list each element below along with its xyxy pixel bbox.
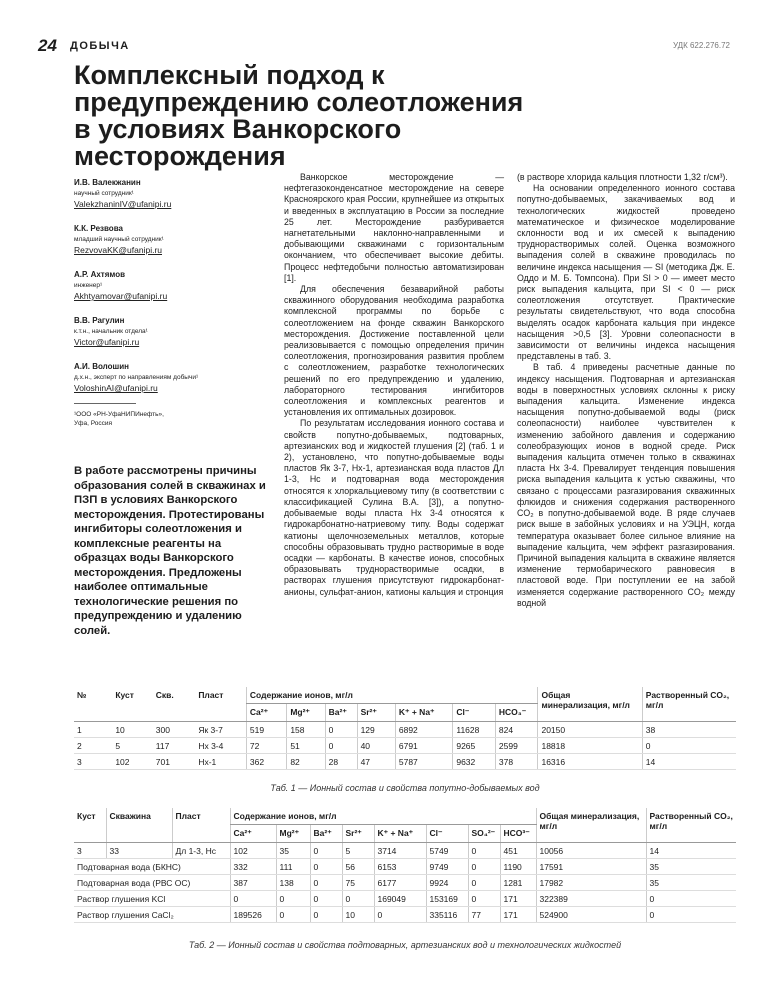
author-list — [74, 177, 264, 428]
abstract: В работе рассмотрены причины образования солей в скважинах и ПЗП в условиях Ванкорского месторождения. Протестированы ингибиторы солеотложения и комплексные реагенты на образцах воды Ванкорского месторождения. Предложены наиболее оптимальные технологические решения по предупреждению и удалению солей. — [74, 465, 266, 637]
col-header-ions: Содержание ионов, мг/л — [246, 687, 538, 704]
table-cell: 20150 — [538, 722, 642, 738]
table-cell: Раствор глушения KCl — [74, 891, 230, 907]
affiliation-org: ¹ООО «РН-УфаНИПИнефть», — [74, 411, 164, 418]
table-cell: 56 — [342, 859, 374, 875]
table-cell: 9749 — [426, 859, 468, 875]
table-row — [74, 891, 736, 907]
author-role: младший научный сотрудник¹ — [74, 236, 164, 243]
table-cell: 1190 — [500, 859, 536, 875]
author-email[interactable]: Victor@ufanipi.ru — [74, 337, 140, 347]
article-title: Комплексный подход к предупреждению солеотложения в условиях Ванкорского месторождения — [74, 60, 524, 171]
table-cell: 519 — [246, 722, 286, 738]
table-cell: 35 — [646, 859, 736, 875]
table-cell: 0 — [325, 738, 357, 754]
table-cell: 0 — [468, 859, 500, 875]
table-cell: Як 3-7 — [195, 722, 246, 738]
table-cell: Раствор глушения CaCl₂ — [74, 907, 230, 923]
table-cell: 77 — [468, 907, 500, 923]
table-cell: 35 — [646, 875, 736, 891]
table-cell: 0 — [310, 907, 342, 923]
col-header-co2: Растворенный CO₂, мг/л — [646, 808, 736, 843]
table-row — [74, 907, 736, 923]
table-cell: 171 — [500, 891, 536, 907]
ion-header: Sr²⁺ — [357, 704, 395, 722]
ion-header: Ca²⁺ — [230, 825, 276, 843]
table-cell: 6153 — [374, 859, 426, 875]
table-cell: 72 — [246, 738, 286, 754]
table-cell: 17591 — [536, 859, 646, 875]
table-cell: 0 — [310, 859, 342, 875]
paragraph: По результатам исследования ионного состава и свойств попутно-добываемых, подтоварных, артезианских вод и жидкостей глушения [2] (таб. 1 и 2), установлено, что попутно-добываемые воды пластов Як 3-7, Нх-1, артезианская вода пластов Дл 1-3, Нс и подтоварная вода месторождения относятся к хлоркальциевому типу (в соответствии с классификацией Сулина В.А. [3]), а попутно-добываемые воды пласта Нх 3-4 относятся к гидрокарбонатно-натриевому типу. Воды содержат катионы щелочноземельных металлов, которые способны образовывать трудно растворимые в воде осадки — карбонаты. В качестве ионов, способных образовывать труднорастворимые осадки, в растворах глушения присутствуют гидрокарбонат-анионы, сульфат-анион, катионы кальция и стронция — [284, 418, 504, 597]
table-cell: Нх-1 — [195, 754, 246, 770]
table-cell: 0 — [310, 843, 342, 859]
table-cell: 40 — [357, 738, 395, 754]
author-role: д.х.н., эксперт по направлениям добычи¹ — [74, 374, 199, 381]
table-cell: 82 — [287, 754, 325, 770]
table-cell: 332 — [230, 859, 276, 875]
col-header-kust: Куст — [74, 808, 106, 843]
table-cell: 17982 — [536, 875, 646, 891]
ion-header: Cl⁻ — [426, 825, 468, 843]
body-column-2 — [517, 172, 735, 609]
affiliation-divider — [74, 403, 136, 404]
table-row — [74, 859, 736, 875]
table-cell: 47 — [357, 754, 395, 770]
table-cell: 378 — [495, 754, 538, 770]
affiliation — [74, 410, 264, 428]
table-cell: 1281 — [500, 875, 536, 891]
col-header-co2: Растворенный CO₂, мг/л — [642, 687, 736, 722]
table1-caption: Таб. 1 — Ионный состав и свойства попутно-добываемых вод — [270, 783, 540, 793]
table-cell: 322389 — [536, 891, 646, 907]
author-name: К.К. Резвова — [74, 224, 123, 233]
table-cell: 5 — [342, 843, 374, 859]
paragraph: Ванкорское месторождение — нефтегазоконденсатное месторождение на севере Красноярского края России, крупнейшее из открытых и введенных в эксплуатацию в России за последние 25 лет. Месторождение разбуривается нагнетательными наклонно-направленными и добывающими скважинами с горизонтальным окончанием, что обеспечивает высокие дебиты. Процесс нефтедобычи полностью автоматизирован [1]. — [284, 172, 504, 283]
table-cell: 0 — [276, 907, 310, 923]
paragraph: В таб. 4 приведены расчетные данные по индексу насыщения. Подтоварная и артезианская воды в поверхностных условиях склонны к риску выпадения кальцита. Изменение индекса насыщения попутно-добываемой воды (риск солеопасности) наиболее чувствителен к изменению забойного давления и содержанию солеобразующих ионов в водной среде. Риск выпадения кальцита отмечен только в скважинах пласта Нх 3-4. Превалирует тенденция повышения риска выпадения кальцита к устью скважины, что связано с процессами разгазирования скважинных флюидов и снижения содержания растворенного CO₂ в попутно-добываемой воде. В ряде случаев риск выше в забойных условиях и на УЭЦН, когда температура оказывает более сильное влияние на выпадение кальцита, чем эффект разгазирования. Причиной выпадения кальцита в скважине является изменение термобарического равновесия в пластовой воде. При поступлении ее на забой изменяется содержание растворенного CO₂ между водной — [517, 362, 735, 608]
table-cell: 129 — [357, 722, 395, 738]
table-cell: Нх 3-4 — [195, 738, 246, 754]
ion-header: Mg²⁺ — [287, 704, 325, 722]
col-header-skv: Скважина — [106, 808, 172, 843]
author-block — [74, 269, 264, 302]
author-name: В.В. Рагулин — [74, 316, 125, 325]
table-cell: 6791 — [395, 738, 452, 754]
table-cell: 10056 — [536, 843, 646, 859]
ion-header: HCO³⁻ — [500, 825, 536, 843]
ion-header: Ba²⁺ — [325, 704, 357, 722]
table-other-water — [74, 808, 736, 923]
table-cell: 33 — [106, 843, 172, 859]
author-name: А.И. Волошин — [74, 362, 129, 371]
ion-header: HCO₃⁻ — [495, 704, 538, 722]
table-cell: 14 — [642, 754, 736, 770]
table-cell: 362 — [246, 754, 286, 770]
table-header-row — [74, 808, 736, 825]
author-email[interactable]: Akhtyamovar@ufanipi.ru — [74, 291, 168, 301]
paragraph: Для обеспечения безаварийной работы скважинного оборудования необходима разработка комплексной программы по борьбе с солеотложением на фонде скважин Ванкорского месторождения. Достижение поставленной цели реализовывается с помощью определения причин солеотложения, прогнозирования развития проблем с солеотложением, разработке технологических решений по его предупреждению и удалению, лабораторного тестирования ингибиторов солеотложения и комплексных реагентов и установления их оптимальных дозировок. — [284, 284, 504, 418]
affiliation-city: Уфа, Россия — [74, 420, 113, 427]
table-cell: 153169 — [426, 891, 468, 907]
table-cell: 111 — [276, 859, 310, 875]
ion-header: Ca²⁺ — [246, 704, 286, 722]
table-cell: 3 — [74, 754, 112, 770]
table-cell: 75 — [342, 875, 374, 891]
author-role: инженер¹ — [74, 282, 103, 289]
col-header-skv: Скв. — [153, 687, 196, 722]
table-cell: 14 — [646, 843, 736, 859]
col-header-plast: Пласт — [195, 687, 246, 722]
table-cell: 28 — [325, 754, 357, 770]
table-cell: 169049 — [374, 891, 426, 907]
author-email[interactable]: ValekzhaninIV@ufanipi.ru — [74, 199, 172, 209]
table-cell: 387 — [230, 875, 276, 891]
table-cell: 0 — [646, 907, 736, 923]
author-block — [74, 315, 264, 348]
ion-header: Mg²⁺ — [276, 825, 310, 843]
table-cell: 18818 — [538, 738, 642, 754]
table-cell: 0 — [276, 891, 310, 907]
author-name: А.Р. Ахтямов — [74, 270, 126, 279]
table-cell: 102 — [230, 843, 276, 859]
table-cell: 171 — [500, 907, 536, 923]
table-cell: 3 — [74, 843, 106, 859]
paragraph: На основании определенного ионного состава попутно-добываемых, закачиваемых вод и технологических жидкостей проведено математическое и физическое моделирование склонности вод и их смесей к выпадению труднорастворимых солей. Оценка возможного выпадения солей в скважине проводилась по величине индекса насыщения — SI (методика Дж. Е. Оддо и М. Б. Томпсона). При SI > 0 — имеет место риск выпадения кальцита, при SI < 0 — риск солеотложения отсутствует. Практические результаты свидетельствуют, что вода способна выделять осадок карбоната кальция при индексе насыщения >0,5 [3]. Уровни солеопасности в зависимости от величины индекса насыщения представлены в таб. 3. — [517, 183, 735, 362]
table-cell: 0 — [325, 722, 357, 738]
table-cell: 335116 — [426, 907, 468, 923]
table-cell: 11628 — [453, 722, 496, 738]
table-cell: 2599 — [495, 738, 538, 754]
page-number: 24 — [38, 36, 57, 55]
author-block — [74, 223, 264, 256]
table-cell: 0 — [468, 843, 500, 859]
author-role: научный сотрудник¹ — [74, 190, 134, 197]
ion-header: Sr²⁺ — [342, 825, 374, 843]
udc-code: УДК 622.276.72 — [672, 41, 730, 50]
table-cell: 0 — [468, 891, 500, 907]
table-cell: 158 — [287, 722, 325, 738]
author-block — [74, 361, 264, 394]
body-column-1 — [284, 172, 504, 598]
table-cell: 300 — [153, 722, 196, 738]
page-header — [38, 38, 730, 58]
table-cell: 35 — [276, 843, 310, 859]
table-cell: 102 — [112, 754, 152, 770]
table-cell: 10 — [342, 907, 374, 923]
table-cell: 5787 — [395, 754, 452, 770]
author-block — [74, 177, 264, 210]
table-cell: 9632 — [453, 754, 496, 770]
table-cell: 3714 — [374, 843, 426, 859]
table-cell: 10 — [112, 722, 152, 738]
author-email[interactable]: VoloshinAI@ufanipi.ru — [74, 383, 158, 393]
table-row — [74, 738, 736, 754]
col-header-mineral: Общая минерализация, мг/л — [538, 687, 642, 722]
table-row — [74, 754, 736, 770]
table-row — [74, 843, 736, 859]
table-cell: 5749 — [426, 843, 468, 859]
table-cell: Подтоварная вода (РВС ОС) — [74, 875, 230, 891]
table-row — [74, 875, 736, 891]
table-cell: 16316 — [538, 754, 642, 770]
table-cell: Дл 1-3, Нс — [172, 843, 230, 859]
table-cell: 824 — [495, 722, 538, 738]
col-header-kust: Куст — [112, 687, 152, 722]
table-cell: Подтоварная вода (БКНС) — [74, 859, 230, 875]
table-cell: 138 — [276, 875, 310, 891]
table-body — [74, 843, 736, 923]
ion-header: K⁺ + Na⁺ — [395, 704, 452, 722]
ion-header: Cl⁻ — [453, 704, 496, 722]
table-cell: 6177 — [374, 875, 426, 891]
table-cell: 51 — [287, 738, 325, 754]
table-cell: 9265 — [453, 738, 496, 754]
table-cell: 0 — [646, 891, 736, 907]
table-cell: 0 — [310, 891, 342, 907]
table-cell: 5 — [112, 738, 152, 754]
table-cell: 0 — [642, 738, 736, 754]
table-cell: 1 — [74, 722, 112, 738]
table-cell: 0 — [342, 891, 374, 907]
table-produced-water — [74, 687, 736, 770]
table-cell: 451 — [500, 843, 536, 859]
ion-header: K⁺ + Na⁺ — [374, 825, 426, 843]
ion-header: Ba²⁺ — [310, 825, 342, 843]
table-body — [74, 722, 736, 770]
table-cell: 0 — [468, 875, 500, 891]
table-cell: 0 — [374, 907, 426, 923]
table-cell: 189526 — [230, 907, 276, 923]
table-cell: 38 — [642, 722, 736, 738]
table-cell: 701 — [153, 754, 196, 770]
col-header-num: № — [74, 687, 112, 722]
section-name: ДОБЫЧА — [70, 40, 130, 52]
table-cell: 0 — [310, 875, 342, 891]
table2-caption: Таб. 2 — Ионный состав и свойства подтоварных, артезианских вод и технологических жидкостей — [188, 940, 622, 950]
table-cell: 9924 — [426, 875, 468, 891]
author-role: к.т.н., начальник отдела¹ — [74, 328, 148, 335]
table-cell: 117 — [153, 738, 196, 754]
table-cell: 2 — [74, 738, 112, 754]
table-row — [74, 722, 736, 738]
author-name: И.В. Валекжанин — [74, 178, 141, 187]
table-cell: 6892 — [395, 722, 452, 738]
table-cell: 524900 — [536, 907, 646, 923]
author-email[interactable]: RezvovaKK@ufanipi.ru — [74, 245, 163, 255]
table-header-row — [74, 687, 736, 704]
paragraph: (в растворе хлорида кальция плотности 1,32 г/см³). — [517, 172, 728, 182]
col-header-ions: Содержание ионов, мг/л — [230, 808, 536, 825]
col-header-mineral: Общая минерализация, мг/л — [536, 808, 646, 843]
table-cell: 0 — [230, 891, 276, 907]
ion-header: SO₄²⁻ — [468, 825, 500, 843]
col-header-plast: Пласт — [172, 808, 230, 843]
